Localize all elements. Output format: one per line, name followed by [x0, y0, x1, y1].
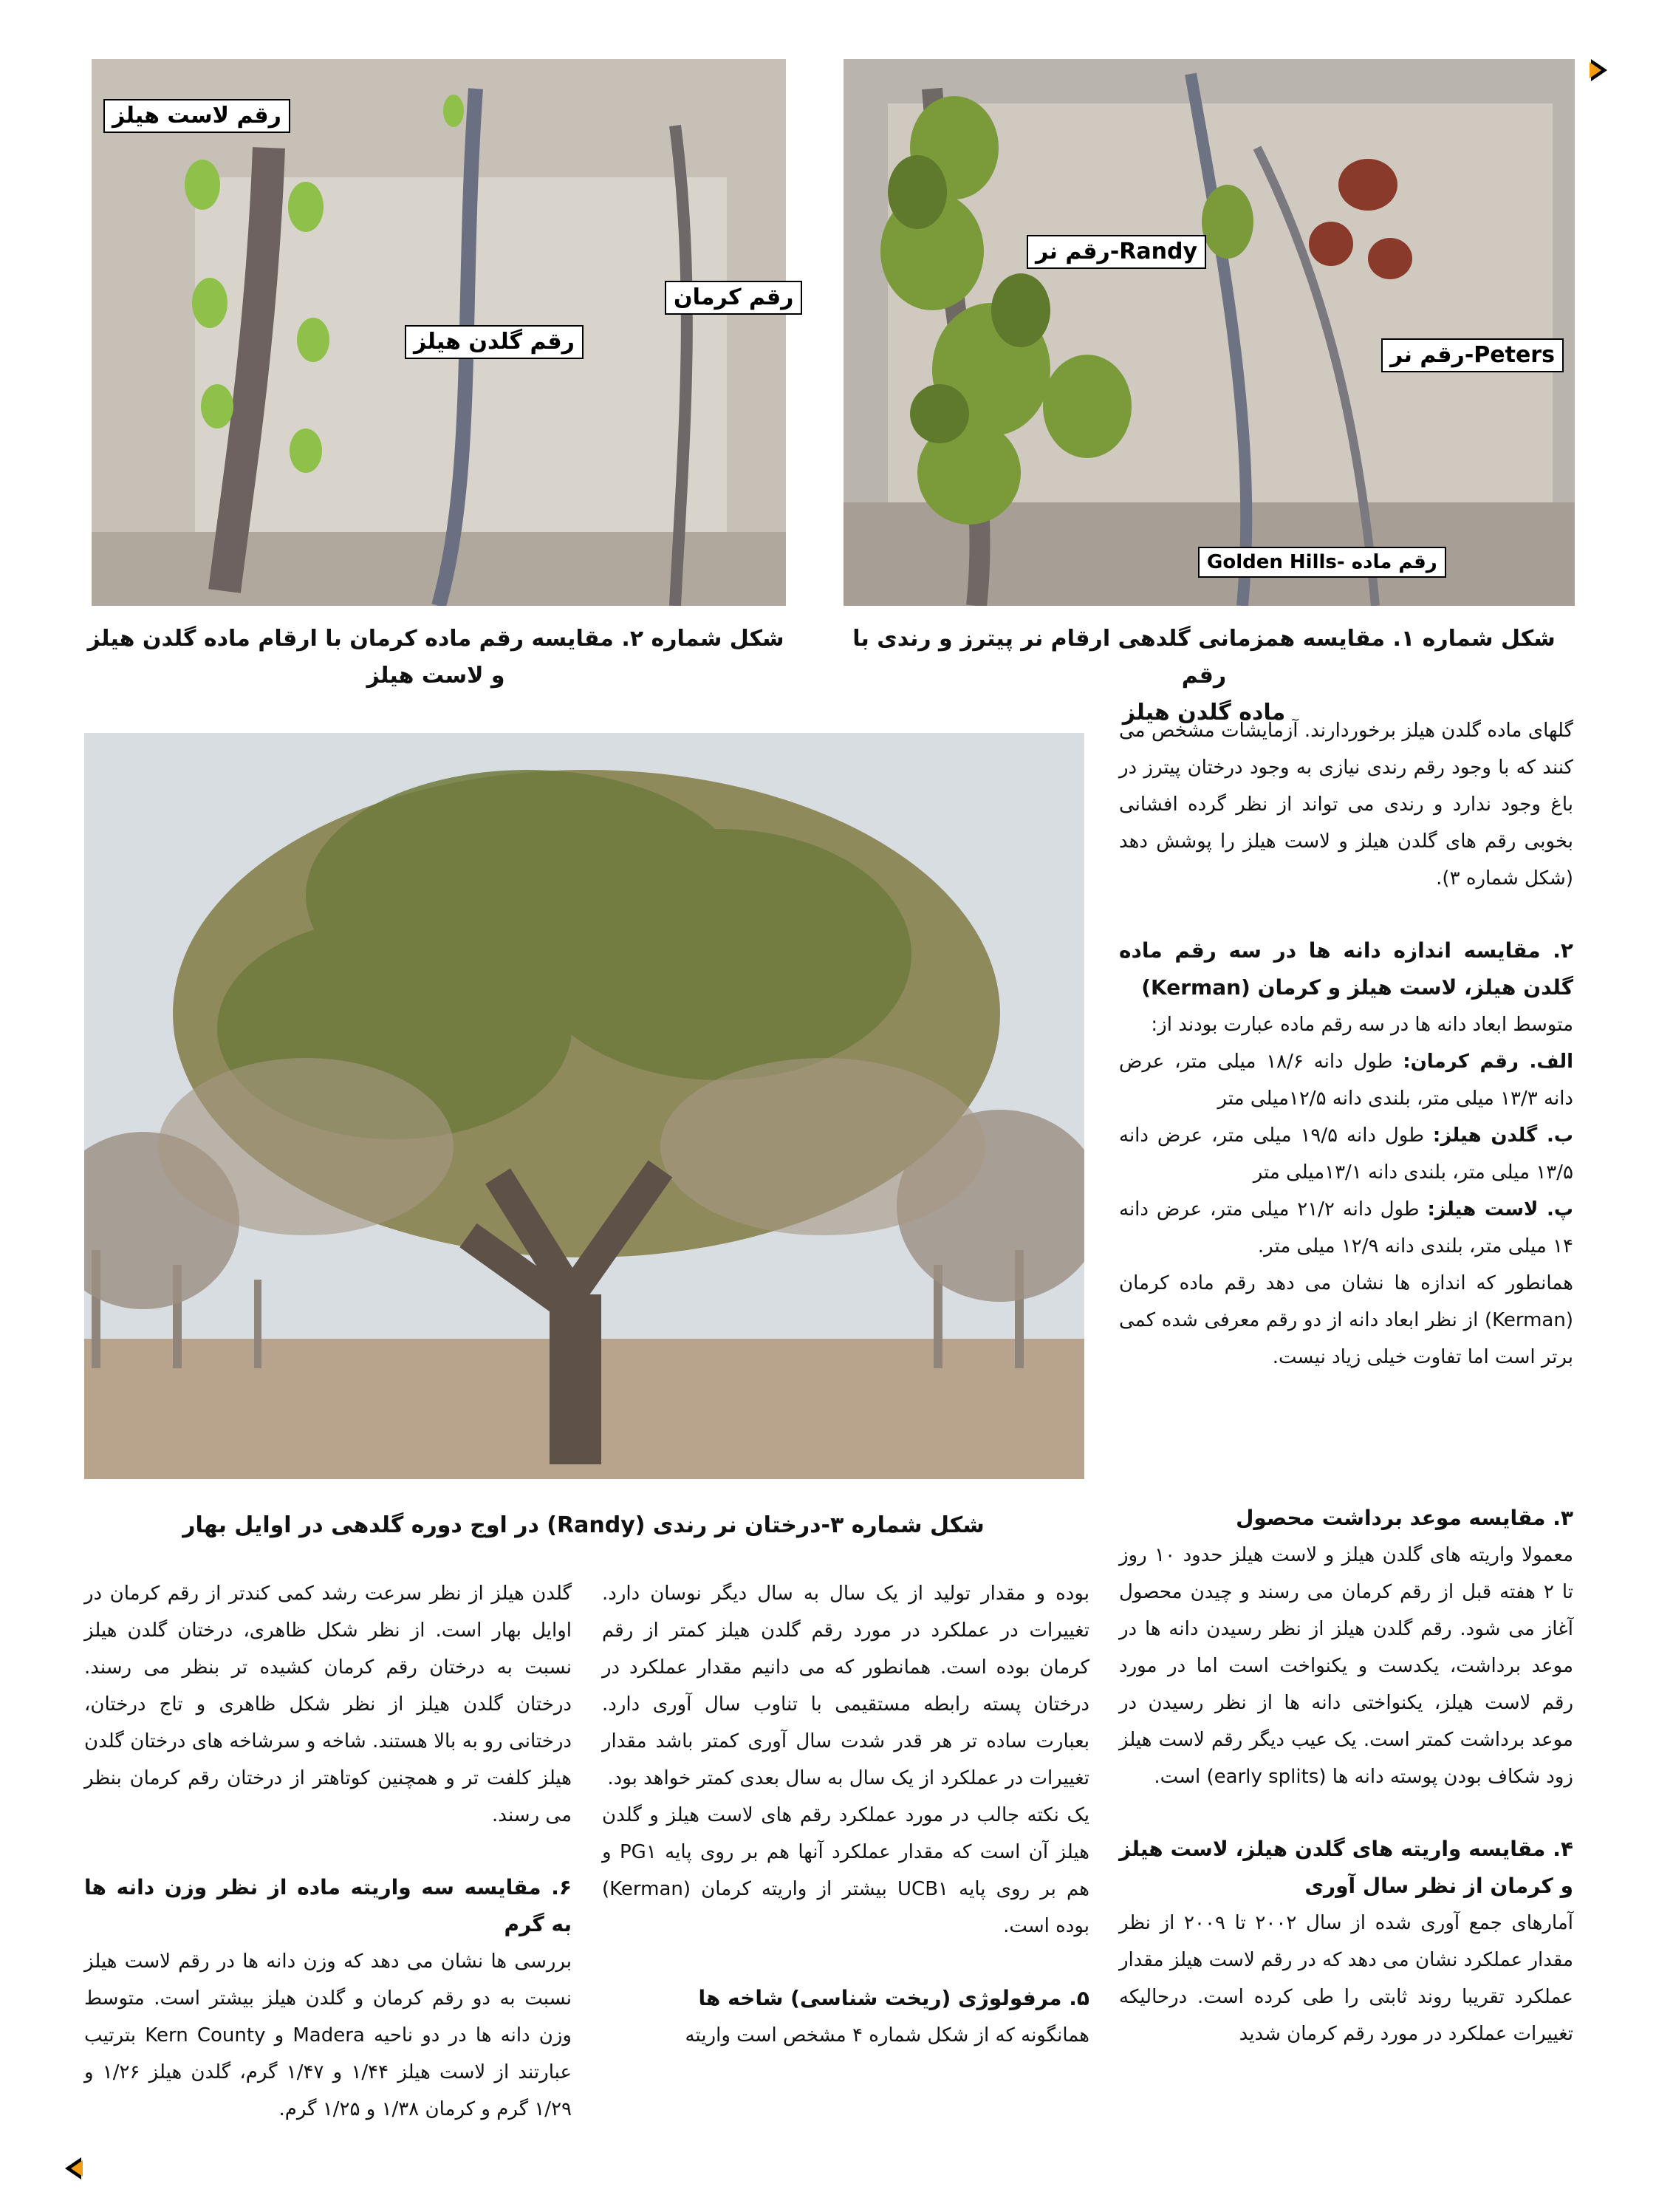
- section-2-conclusion: همانطور که اندازه ها نشان می دهد رقم ماده کرمان (Kerman) از نظر ابعاد دانه از دو رقم معرفی شده کمی برتر است اما تفاوت خیلی زیاد نیست.: [1119, 1272, 1573, 1368]
- section-4-heading: ۴. مقایسه واریته های گلدن هیلز، لاست هیلز و کرمان از نظر سال آوری: [1119, 1837, 1573, 1898]
- previous-page-arrow-icon[interactable]: [64, 2156, 84, 2181]
- figure-1-label-golden-hills: Golden Hills- رقم ماده: [1198, 547, 1446, 578]
- next-page-arrow-icon[interactable]: [1588, 58, 1609, 83]
- figure-3-photo: [84, 733, 1084, 1479]
- section-5-heading: ۵. مرفولوژی (ریخت شناسی) شاخه ها: [698, 1986, 1089, 2010]
- section-4-text: آمارهای جمع آوری شده از سال ۲۰۰۲ تا ۲۰۰۹ از نظر مقدار عملکرد نشان می دهد که در رقم لاست هیلز مقدار عملکرد تقریبا روند ثابتی را طی کرده است. درحالیکه تغییرات عملکرد در مورد رقم کرمان شدید: [1119, 1912, 1574, 2045]
- right-column-upper: [1119, 712, 1573, 1376]
- figure-1-label-peters: رقم نر-Peters: [1381, 338, 1564, 372]
- figure-1-photo: [844, 59, 1575, 606]
- figure-1-caption: شکل شماره ۱. مقایسه همزمانی گلدهی ارقام نر پیترز و رندی با رقم ماده گلدن هیلز: [852, 626, 1556, 726]
- right-column-lower: [1119, 1500, 1573, 2052]
- section-6-text: بررسی ها نشان می دهد که وزن دانه ها در رقم لاست هیلز نسبت به دو رقم کرمان و گلدن هیلز بیشتر است. متوسط وزن دانه ها در دو ناحیه Madera و Kern County بترتیب عبارتند از لاست هیلز ۱/۴۴ و ۱/۴۷ گرم، گلدن هیلز ۱/۲۶ و ۱/۲۹ گرم و کرمان ۱/۳۸ و ۱/۲۵ گرم.: [84, 1950, 572, 2120]
- section-3-heading: ۳. مقایسه موعد برداشت محصول: [1236, 1506, 1573, 1530]
- section-2-item-b: ب. گلدن هیلز: طول دانه ۱۹/۵ میلی متر، عرض دانه ۱۳/۵ میلی متر، بلندی دانه ۱۳/۱میلی متر: [1119, 1124, 1573, 1184]
- middle-column: [602, 1575, 1089, 2054]
- left-paragraph-1: گلدن هیلز از نظر سرعت رشد کمی کندتر از رقم کرمان در اوایل بهار است. از نظر شکل ظاهری، درختان گلدن هیلز نسبت به درختان رقم کرمان کشیده تر بنظر می رسند. درختان گلدن هیلز از نظر شکل ظاهری و تاج درختان، درختانی رو به بالا هستند. شاخه و سرشاخه های درختان گلدن هیلز کلفت تر و همچنین کوتاهتر از درختان رقم کرمان بنظر می رسند.: [84, 1583, 572, 1826]
- section-2-item-a: الف. رقم کرمان: طول دانه ۱۸/۶ میلی متر، عرض دانه ۱۳/۳ میلی متر، بلندی دانه ۱۲/۵میلی متر: [1119, 1051, 1573, 1110]
- section-3-text: معمولا واریته های گلدن هیلز و لاست هیلز حدود ۱۰ روز تا ۲ هفته قبل از رقم کرمان می رسند و چیدن محصول آغاز می شود. رقم گلدن هیلز از نظر رسیدن دانه ها در موعد برداشت، یکدست و یکنواخت است اما در مورد رقم لاست هیلز، یکنواختی دانه ها از نظر رسیدن در موعد برداشت کمتر است. یک عیب دیگر رقم لاست هیلز زود شکاف بودن پوسته دانه ها (early splits) است.: [1119, 1544, 1573, 1788]
- section-2-item-c: پ. لاست هیلز: طول دانه ۲۱/۲ میلی متر، عرض دانه ۱۴ میلی متر، بلندی دانه ۱۲/۹ میلی متر.: [1119, 1198, 1574, 1257]
- figure-1-label-randy: رقم نر-Randy: [1027, 235, 1206, 269]
- figure-2-label-golden-hills: رقم گلدن هیلز: [405, 325, 584, 359]
- section-6-heading: ۶. مقایسه سه واریته ماده از نظر وزن دانه ها به گرم: [84, 1875, 572, 1936]
- figure-2-label-lost-hills: رقم لاست هیلز: [103, 99, 290, 133]
- left-column: [84, 1575, 572, 2128]
- figure-2-caption: شکل شماره ۲. مقایسه رقم ماده کرمان با ارقام ماده گلدن هیلز و لاست هیلز: [87, 626, 784, 689]
- middle-paragraph-1: بوده و مقدار تولید از یک سال به سال دیگر نوسان دارد. تغییرات در عملکرد در مورد رقم گلدن هیلز کمتر از رقم کرمان بوده است. همانطور که می دانیم مقدار عملکرد در درختان پسته رابطه مستقیمی با تناوب سال آوری دارد. بعبارت ساده تر هر قدر شدت سال آوری کمتر باشد مقدار تغییرات در عملکرد از یک سال به سال بعدی کمتر خواهد بود.: [602, 1583, 1089, 1789]
- middle-paragraph-2: یک نکته جالب در مورد عملکرد رقم های لاست هیلز و گلدن هیلز آن است که مقدار عملکرد آنها هم بر روی پایه PG۱ و هم بر روی پایه UCB۱ بیشتر از واریته کرمان (Kerman) بوده است.: [602, 1804, 1089, 1937]
- section-2-intro: متوسط ابعاد دانه ها در سه رقم ماده عبارت بودند از:: [1151, 1014, 1573, 1036]
- section-5-text: همانگونه که از شکل شماره ۴ مشخص است واریته: [685, 2024, 1089, 2047]
- section-2-heading: ۲. مقایسه اندازه دانه ها در سه رقم ماده گلدن هیلز، لاست هیلز و کرمان (Kerman): [1119, 938, 1573, 1000]
- figure-2-label-kerman: رقم کرمان: [665, 281, 802, 315]
- figure-3-caption: شکل شماره ۳-درختان نر رندی (Randy) در اوج دوره گلدهی در اوایل بهار: [182, 1512, 985, 1538]
- intro-paragraph: گلهای ماده گلدن هیلز برخوردارند. آزمایشات مشخص می کنند که با وجود رقم رندی نیازی به وجود درختان پیترز در باغ وجود ندارد و رندی می تواند از نظر گرده افشانی بخوبی رقم های گلدن هیلز و لاست هیلز را پوشش دهد (شکل شماره ۳).: [1119, 720, 1573, 890]
